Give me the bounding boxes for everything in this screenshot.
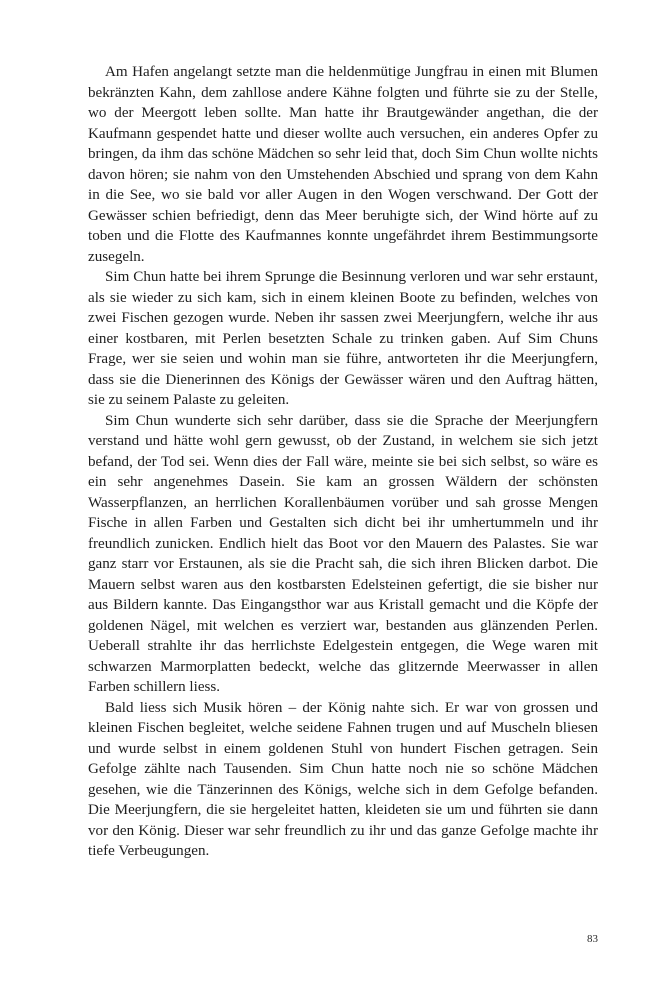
paragraph-4: Bald liess sich Musik hören – der König nahte sich. Er war von grossen und kleinen Fischen begleitet, welche seidene Fahnen trugen und auf Muscheln bliesen und wurde selbst in einem goldenen Stuhl von hundert Fischen getragen. Sein Gefolge zählte nach Tausenden. Sim Chun hatte noch nie so schöne Mädchen gesehen, wie die Tänzerinnen des Königs, welche sich in dem Gefolge befanden. Die Meerjungfern, die sie hergeleitet hatten, kleideten sie um und führten sie dann vor den König. Dieser war sehr freundlich zu ihr und das ganze Gefolge machte ihr tiefe Verbeugungen. (88, 699, 598, 859)
page-number: 83 (587, 933, 598, 945)
paragraph-2: Sim Chun hatte bei ihrem Sprunge die Besinnung verloren und war sehr erstaunt, als sie wieder zu sich kam, sich in einem kleinen Boote zu befinden, welches von zwei Fischen gezogen wurde. Neben ihr sassen zwei Meerjungfern, welche ihr aus einer kostbaren, mit Perlen besetzten Schale zu trinken gaben. Auf Sim Chuns Frage, wer sie seien und wohin man sie führe, antworteten ihr die Meerjungfern, dass sie die Dienerinnen des Königs der Gewässer wären und den Auftrag hätten, sie zu seinem Palaste zu geleiten. (88, 269, 598, 408)
paragraph-1: Am Hafen angelangt setzte man die heldenmütige Jungfrau in einen mit Blumen bekränzten Kahn, dem zahllose andere Kähne folgten und führte sie zu der Stelle, wo der Meergott leben sollte. Man hatte ihr Brautgewänder angethan, die der Kaufmann gespendet hatte und dieser wollte auch versuchen, ein anderes Opfer zu bringen, da ihm das schöne Mädchen so sehr leid that, doch Sim Chun wollte nichts davon hören; sie nahm von den Umstehenden Abschied und sprang von dem Kahn in die See, wo sie bald vor aller Augen in den Wogen verschwand. Der Gott der Gewässer schien befriedigt, denn das Meer beruhigte sich, der Wind hörte auf zu toben und die Flotte des Kaufmannes konnte ungefährdet ihrem Bestimmungsorte zusegeln. (88, 64, 598, 265)
page-body (88, 62, 598, 862)
paragraph-3: Sim Chun wunderte sich sehr darüber, dass sie die Sprache der Meerjungfern verstand und hätte wohl gern gewusst, ob der Zustand, in welchem sie sich jetzt befand, der Tod sei. Wenn dies der Fall wäre, meinte sie bei sich selbst, so wäre es ein sehr angenehmes Dasein. Sie kam an grossen Wäldern der schönsten Wasserpflanzen, an herrlichen Korallenbäumen vorüber und sah grosse Mengen Fische in allen Farben und Gestalten sich dicht bei ihr umhertummeln und ihr freundlich zunicken. Endlich hielt das Boot vor den Mauern des Palastes. Sie war ganz starr vor Erstaunen, als sie die Pracht sah, die sich ihren Blicken darbot. Die Mauern selbst waren aus den kostbarsten Edelsteinen gefertigt, die sie bisher nur aus Bildern kannte. Das Eingangsthor war aus Kristall gemacht und die Köpfe der goldenen Nägel, mit welchen es verziert war, bestanden aus glänzenden Perlen. Ueberall strahlte ihr das herrlichste Edelgestein entgegen, die Wege waren mit schwarzen Marmorplatten bedeckt, welche das glitzernde Meerwasser in allen Farben schillern liess. (88, 412, 598, 695)
